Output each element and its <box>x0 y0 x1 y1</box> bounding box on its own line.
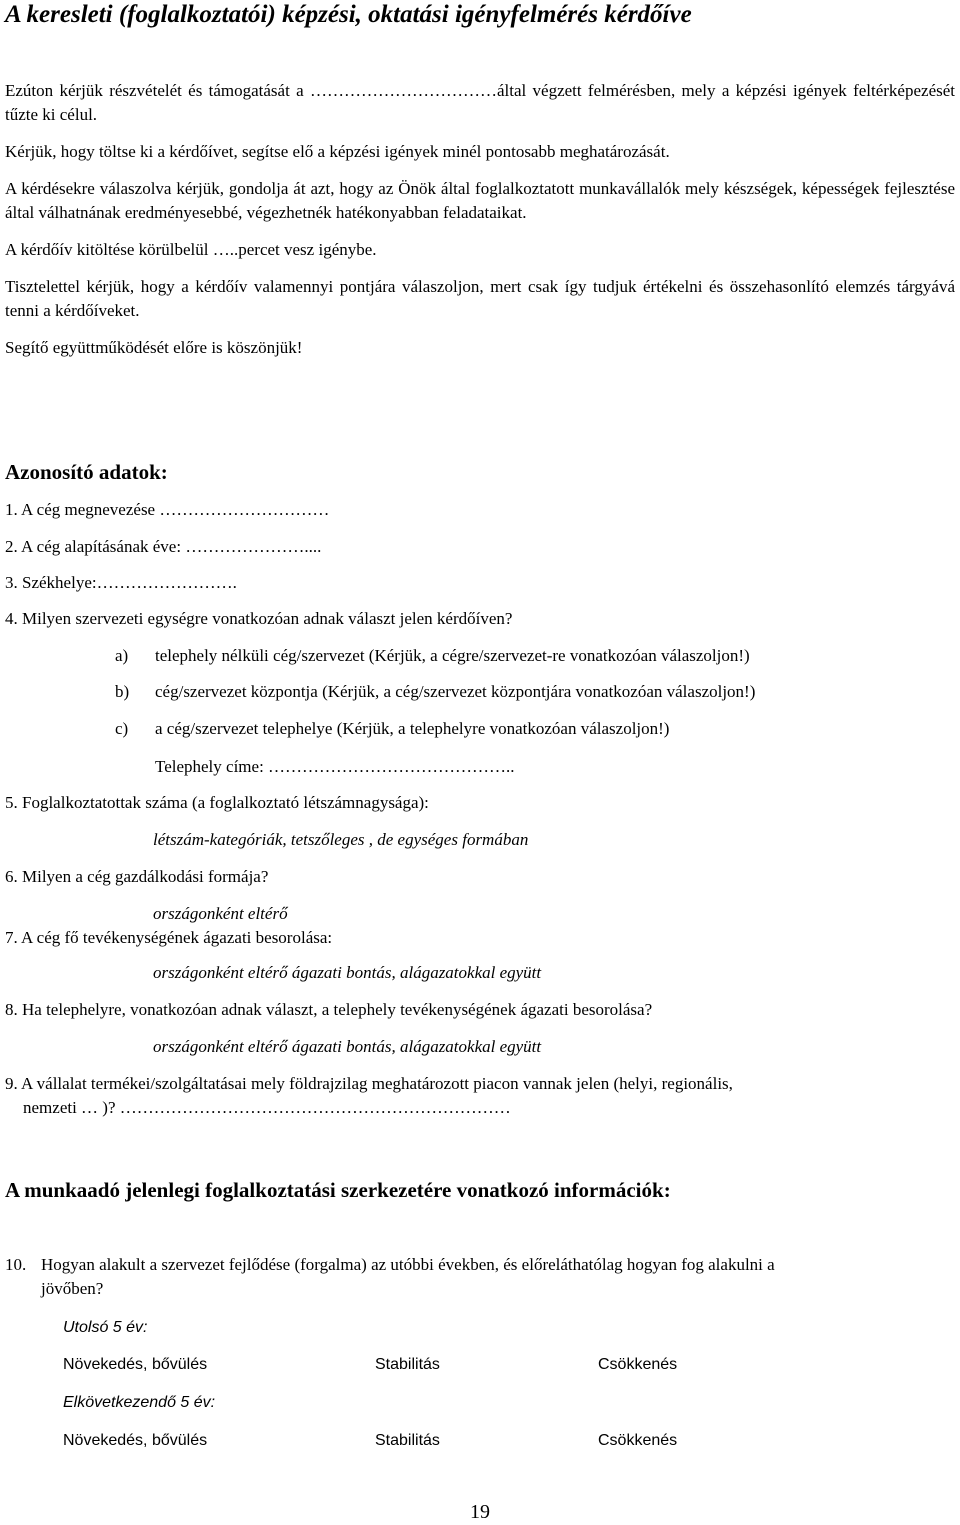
question-4: 4. Milyen szervezeti egységre vonatkozóan adnak választ jelen kérdőíven? <box>5 609 513 628</box>
option-a-text: telephely nélküli cég/szervezet (Kérjük, a cégre/szervezet-re vonatkozóan válaszoljon!) <box>155 646 750 665</box>
question-10-line-1: Hogyan alakult a szervezet fejlődése (forgalma) az utóbbi években, és előreláthatólag hogyan fog alakulni a <box>41 1255 775 1274</box>
intro-paragraph-3: A kérdésekre válaszolva kérjük, gondolja át azt, hogy az Önök által foglalkoztatott munkavállalók mely készségek, képességek fejlesztése által válhatnának eredményesebbé, végezhetnék hatékonyabban feladataikat. <box>5 179 955 222</box>
future-option-growth: Növekedés, bővülés <box>63 1432 208 1449</box>
section-heading-employment: A munkaadó jelenlegi foglalkoztatási szerkezetére vonatkozó információk: <box>5 1178 671 1202</box>
question-7-hint: országonként eltérő ágazati bontás, alágazatokkal együtt <box>153 963 542 982</box>
site-address-field: Telephely címe: …………………………………….. <box>155 757 515 776</box>
question-9-line-2: nemzeti … )? …………………………………………………………… <box>23 1098 511 1117</box>
next-5-years-label: Elkövetkezendő 5 év: <box>63 1394 216 1411</box>
question-5-hint: létszám-kategóriák, tetszőleges , de egységes formában <box>153 830 529 849</box>
question-6-hint: országonként eltérő <box>153 904 288 923</box>
past-option-decline: Csökkenés <box>598 1356 678 1373</box>
intro-paragraph-5: Tisztelettel kérjük, hogy a kérdőív valamennyi pontjára válaszoljon, mert csak így tudjuk értékelni és összehasonlító elemzés tárgyává tenni a kérdőíveket. <box>5 277 955 320</box>
section-heading-identification: Azonosító adatok: <box>5 460 168 484</box>
intro-paragraph-2: Kérjük, hogy töltse ki a kérdőívet, segítse elő a képzési igények minél pontosabb meghatározását. <box>5 142 670 161</box>
question-4-option-a <box>115 644 750 668</box>
past-option-stability: Stabilitás <box>375 1356 440 1373</box>
question-5: 5. Foglalkoztatottak száma (a foglalkoztató létszámnagysága): <box>5 793 429 812</box>
intro-paragraph-4: A kérdőív kitöltése körülbelül …..percet vesz igénybe. <box>5 240 377 259</box>
question-1: 1. A cég megnevezése ………………………… <box>5 500 330 519</box>
option-c-text: a cég/szervezet telephelye (Kérjük, a telephelyre vonatkozóan válaszoljon!) <box>155 719 670 738</box>
future-option-stability: Stabilitás <box>375 1432 440 1449</box>
question-9-line-1: 9. A vállalat termékei/szolgáltatásai mely földrajzilag meghatározott piacon vannak jelen (helyi, regionális, <box>5 1074 733 1093</box>
past-5-years-label: Utolsó 5 év: <box>63 1319 148 1336</box>
page-number: 19 <box>470 1501 490 1523</box>
intro-paragraph-6: Segítő együttműködését előre is köszönjük! <box>5 338 303 357</box>
future-option-decline: Csökkenés <box>598 1432 678 1449</box>
document-title: A keresleti (foglalkoztatói) képzési, oktatási igényfelmérés kérdőíve <box>5 1 692 28</box>
question-10-line-2: jövőben? <box>41 1279 104 1298</box>
question-4-option-c <box>115 717 669 741</box>
question-6: 6. Milyen a cég gazdálkodási formája? <box>5 867 269 886</box>
question-7: 7. A cég fő tevékenységének ágazati besorolása: <box>5 928 333 947</box>
option-a-label: a) <box>115 646 129 665</box>
question-10-number: 10. <box>5 1255 27 1274</box>
question-8-hint: országonként eltérő ágazati bontás, alágazatokkal együtt <box>153 1037 542 1056</box>
question-8: 8. Ha telephelyre, vonatkozóan adnak választ, a telephely tevékenységének ágazati besorolása? <box>5 1000 653 1019</box>
question-4-option-b <box>115 680 755 704</box>
option-b-text: cég/szervezet központja (Kérjük, a cég/szervezet központjára vonatkozóan válaszoljon!) <box>155 682 756 701</box>
option-b-label: b) <box>115 682 130 701</box>
past-option-growth: Növekedés, bővülés <box>63 1356 208 1373</box>
question-3: 3. Székhelye:……………………. <box>5 573 237 592</box>
intro-paragraph-1: Ezúton kérjük részvételét és támogatását a ……………………………által végzett felmérésben, mely a képzési igények feltérképezését tűzte ki célul. <box>5 81 955 124</box>
option-c-label: c) <box>115 719 129 738</box>
question-2: 2. A cég alapításának éve: ………………….... <box>5 537 322 556</box>
